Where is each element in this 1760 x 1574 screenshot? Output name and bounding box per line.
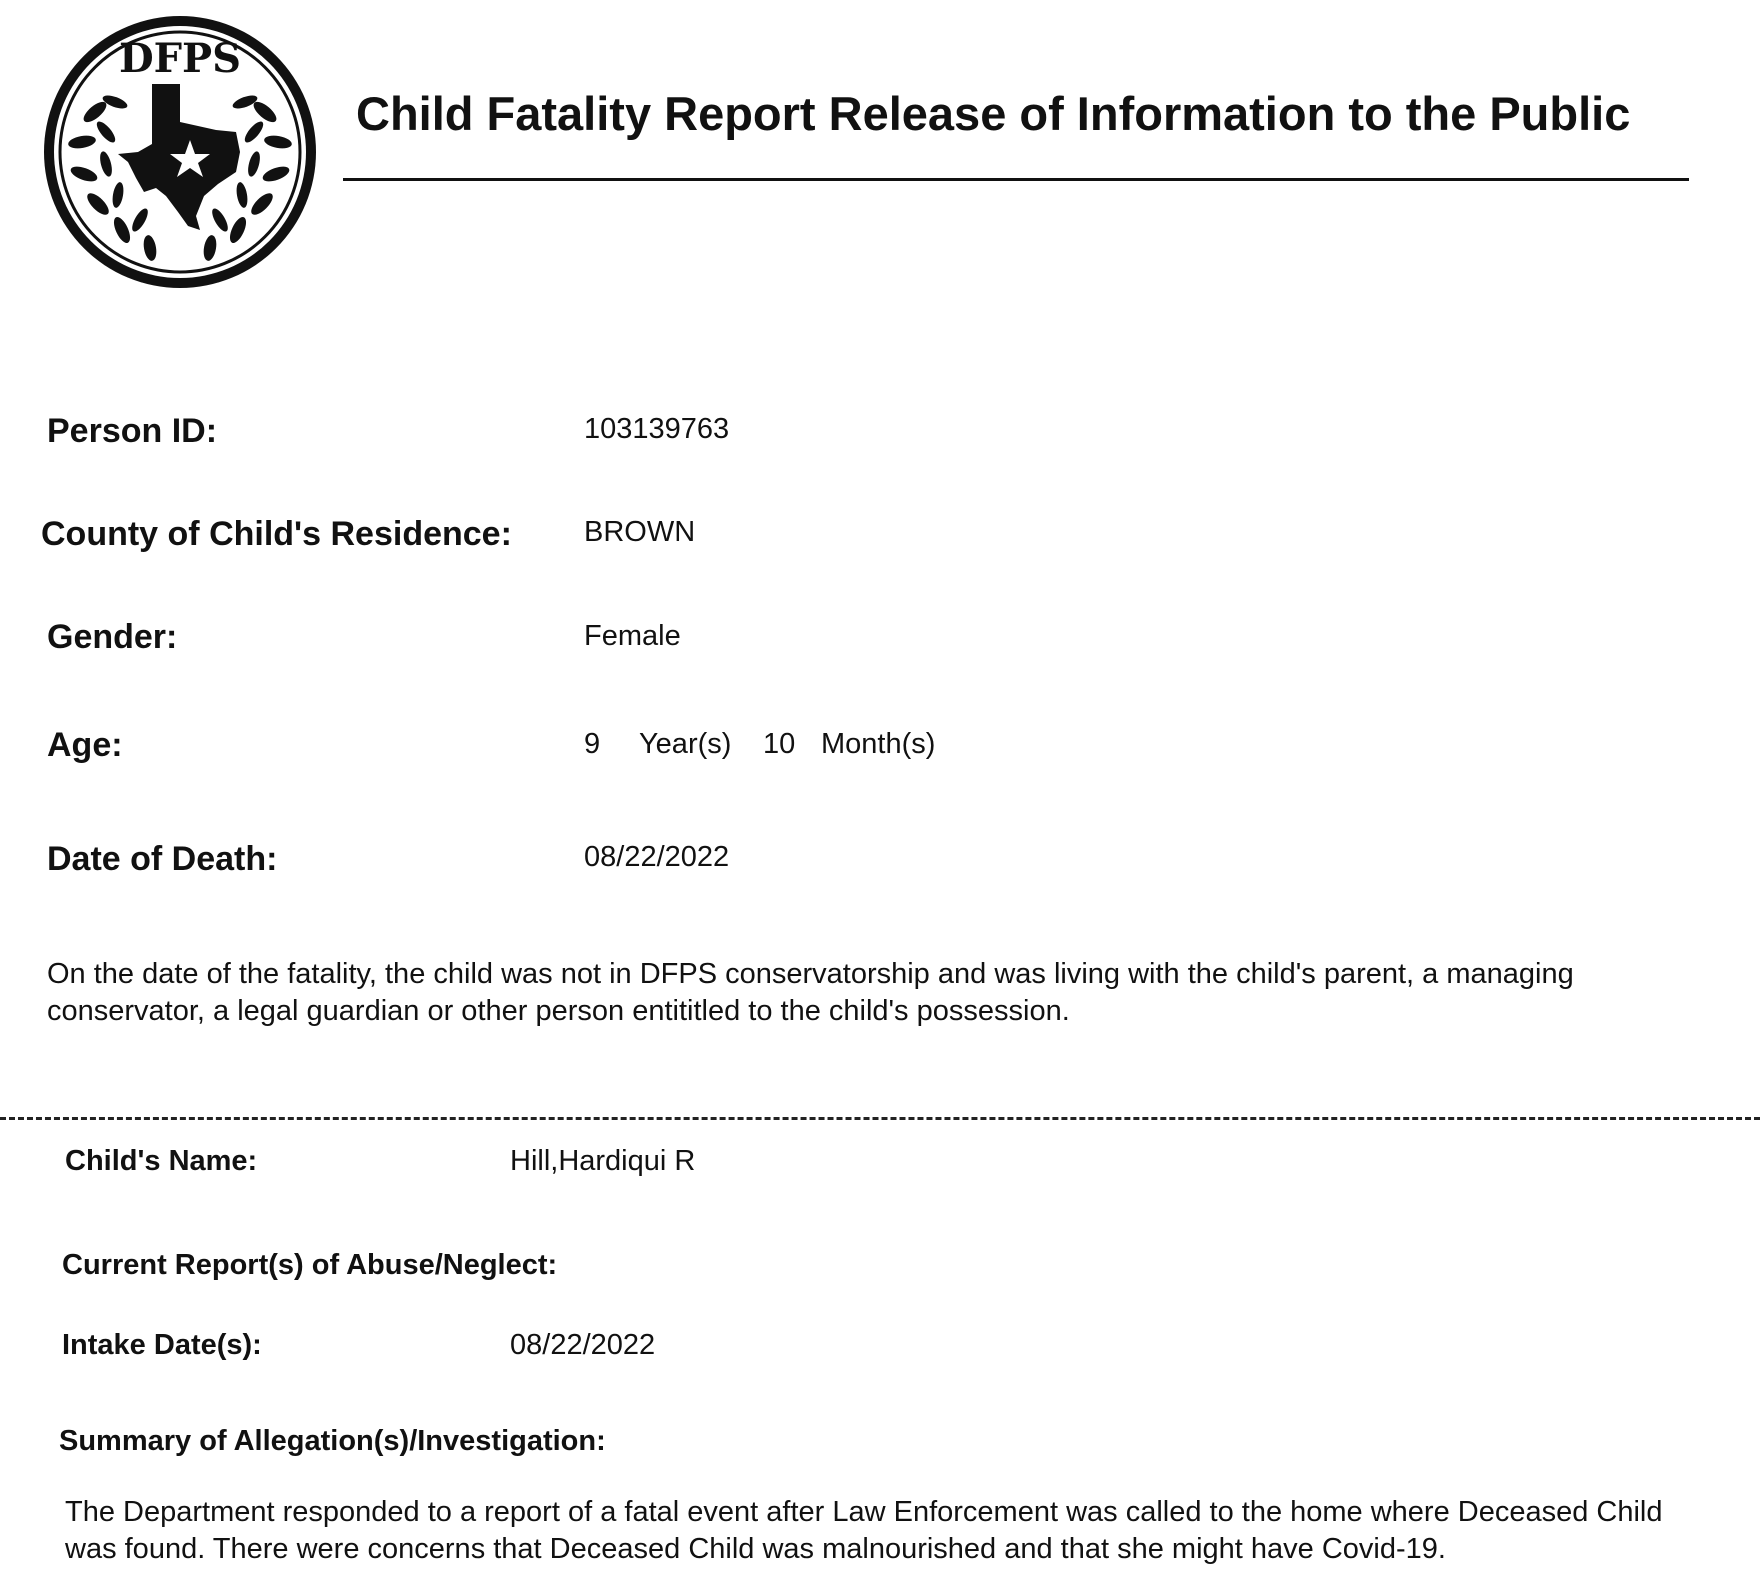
childs-name-value: Hill,Hardiqui R [510, 1145, 696, 1177]
age-years: 9 [584, 728, 601, 760]
intake-dates-value: 08/22/2022 [510, 1329, 656, 1361]
age-years-unit: Year(s) [639, 728, 732, 760]
title-underline [343, 178, 1689, 181]
person-id-label: Person ID: [47, 412, 218, 450]
page-title: Child Fatality Report Release of Information to the Public [356, 87, 1631, 140]
age-months-unit: Month(s) [821, 728, 936, 760]
county-value: BROWN [584, 516, 696, 548]
svg-text:DFPS: DFPS [118, 35, 242, 82]
section-divider [0, 1117, 1760, 1120]
age-label: Age: [47, 726, 123, 764]
date-of-death-label: Date of Death: [47, 840, 278, 878]
intake-dates-label: Intake Date(s): [62, 1329, 262, 1361]
childs-name-label: Child's Name: [65, 1145, 258, 1177]
county-label: County of Child's Residence: [41, 515, 512, 553]
age-value [584, 728, 935, 761]
conservatorship-note: On the date of the fatality, the child was not in DFPS conservatorship and was living with the child's parent, a managing conservator, a legal guardian or other person entititled to the child's possession. [47, 958, 1574, 1027]
dfps-seal-logo [40, 12, 320, 292]
person-id-value: 103139763 [584, 413, 730, 445]
date-of-death-value: 08/22/2022 [584, 841, 730, 873]
current-reports-label: Current Report(s) of Abuse/Neglect: [62, 1249, 558, 1281]
gender-value: Female [584, 620, 681, 652]
age-months: 10 [763, 728, 796, 760]
gender-label: Gender: [47, 618, 178, 656]
summary-text: The Department responded to a report of a fatal event after Law Enforcement was called to the home where Deceased Child was found. There were concerns that Deceased Child was malnourished and that she might have Covid-19. [65, 1496, 1663, 1565]
summary-label: Summary of Allegation(s)/Investigation: [59, 1425, 606, 1457]
